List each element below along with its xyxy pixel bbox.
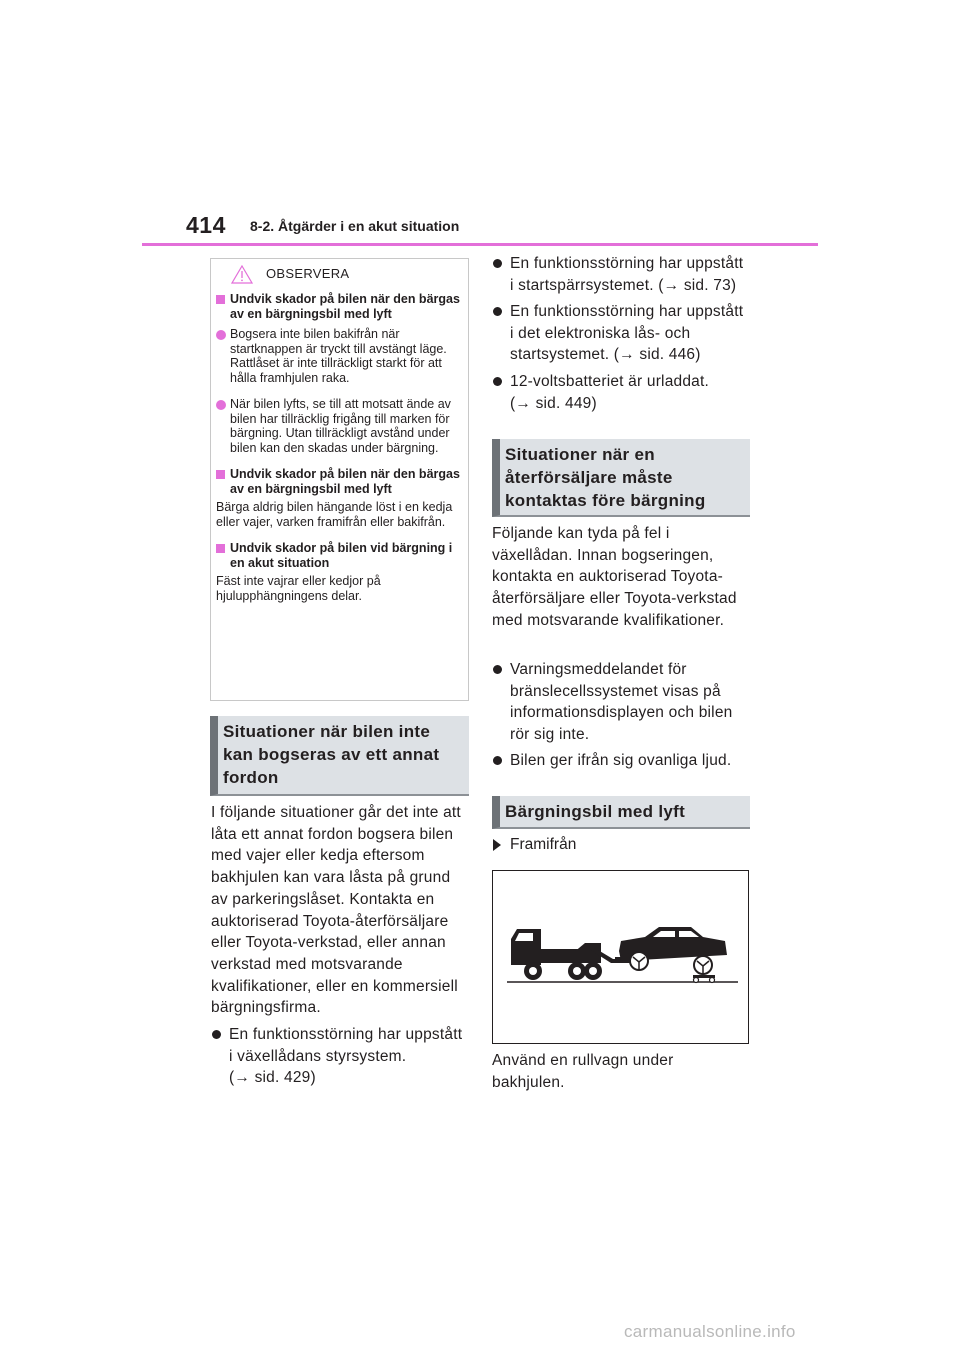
bullet-dot-icon (216, 330, 226, 340)
warning-triangle-icon (231, 265, 253, 284)
notice-box (210, 258, 469, 701)
bullet-dot-icon (493, 377, 502, 386)
notice-text: Fäst inte vajrar eller kedjor på hjulupphängningens delar. (216, 574, 381, 603)
section-header-contact-dealer: Situationer när en återförsäljare måste kontaktas före bärgning (492, 439, 750, 517)
notice-label: OBSERVERA (266, 266, 350, 281)
bullet-item: Varningsmeddelandet för bränslecellssystemet visas på informationsdisplayen och bilen rör sig inte. (492, 659, 750, 746)
bullet-item: Bilen ger ifrån sig ovanliga ljud. (492, 750, 750, 772)
figure-caption: Använd en rullvagn under bakhjulen. (492, 1052, 674, 1091)
watermark: carmanualsonline.info (624, 1322, 796, 1341)
bullet-dot-icon (493, 756, 502, 765)
notice-bullet: När bilen lyfts, se till att motsatt ände av bilen har tillräcklig frigång till marken för bärgning. Utan tillräckligt avstånd under bilen kan den skadas under bärgning. (216, 397, 460, 455)
page-ref-link[interactable]: (→ sid. 429) (229, 1069, 316, 1087)
page-ref-link[interactable]: (→ sid. 73) (658, 276, 737, 294)
page-ref-link[interactable]: (→ sid. 449) (510, 394, 597, 412)
section-title: 8-2. Åtgärder i en akut situation (250, 218, 460, 234)
sub-item: Framifrån (492, 834, 750, 856)
notice-header (216, 259, 460, 289)
notice-heading: Undvik skador på bilen när den bärgas av en bärgningsbil med lyft (216, 292, 460, 322)
bullet-item: En funktionsstörning har uppstått i växellådans styrsystem. (→ sid. 429) (211, 1024, 467, 1089)
notice-heading: Undvik skador på bilen vid bärgning i en akut situation (216, 541, 460, 571)
bullet-dot-icon (493, 665, 502, 674)
notice-heading: Undvik skador på bilen när den bärgas av en bärgningsbil med lyft (216, 467, 460, 497)
notice-text: Bärga aldrig bilen hängande löst i en kedja eller vajer, varken framifrån eller bakifrån. (216, 500, 453, 529)
square-bullet-icon (216, 470, 225, 479)
paragraph-contact-dealer: Följande kan tyda på fel i växellådan. Innan bogseringen, kontakta en auktoriserad Toyota-återförsäljare eller Toyota-verkstad med motsvarande kvalifikationer. (492, 525, 737, 629)
tow-truck-illustration (492, 870, 749, 1044)
square-bullet-icon (216, 295, 225, 304)
bullet-dot-icon (493, 307, 502, 316)
square-bullet-icon (216, 544, 225, 553)
section-header-tow-truck: Bärgningsbil med lyft (492, 796, 750, 829)
bullet-item: 12-voltsbatteriet är urladdat. (→ sid. 449) (492, 371, 750, 414)
section-header-no-towing: Situationer när bilen inte kan bogseras av ett annat fordon (210, 716, 469, 796)
page-ref-link[interactable]: (→ sid. 446) (613, 346, 701, 364)
notice-bullet: Bogsera inte bilen bakifrån när startknappen är tryckt till avstängt läge. Rattlåset är inte tillräckligt starkt för att hålla framhjulen raka. (216, 327, 460, 385)
tow-truck-front-lift-icon (493, 871, 750, 1045)
bullet-item: En funktionsstörning har uppstått i det elektroniska lås- och startsystemet. (→ sid. 446) (492, 301, 750, 366)
page-number: 414 (186, 212, 226, 238)
triangle-bullet-icon (493, 839, 501, 851)
bullet-dot-icon (212, 1030, 221, 1039)
bullet-dot-icon (216, 400, 226, 410)
bullet-dot-icon (493, 259, 502, 268)
bullet-item: En funktionsstörning har uppstått i startspärrsystemet. (→ sid. 73) (492, 253, 750, 296)
header-rule (142, 243, 818, 246)
paragraph-no-towing: I följande situationer går det inte att låta ett annat fordon bogsera bilen med vajer eller kedja eftersom bakhjulen kan vara låsta på grund av parkeringslåset. Kontakta en auktoriserad Toyota-återförsäljare eller Toyota-verkstad, eller annan verkstad med motsvarande kvalifikationer, eller en kommersiell bärgningsfirma. (211, 804, 461, 1017)
